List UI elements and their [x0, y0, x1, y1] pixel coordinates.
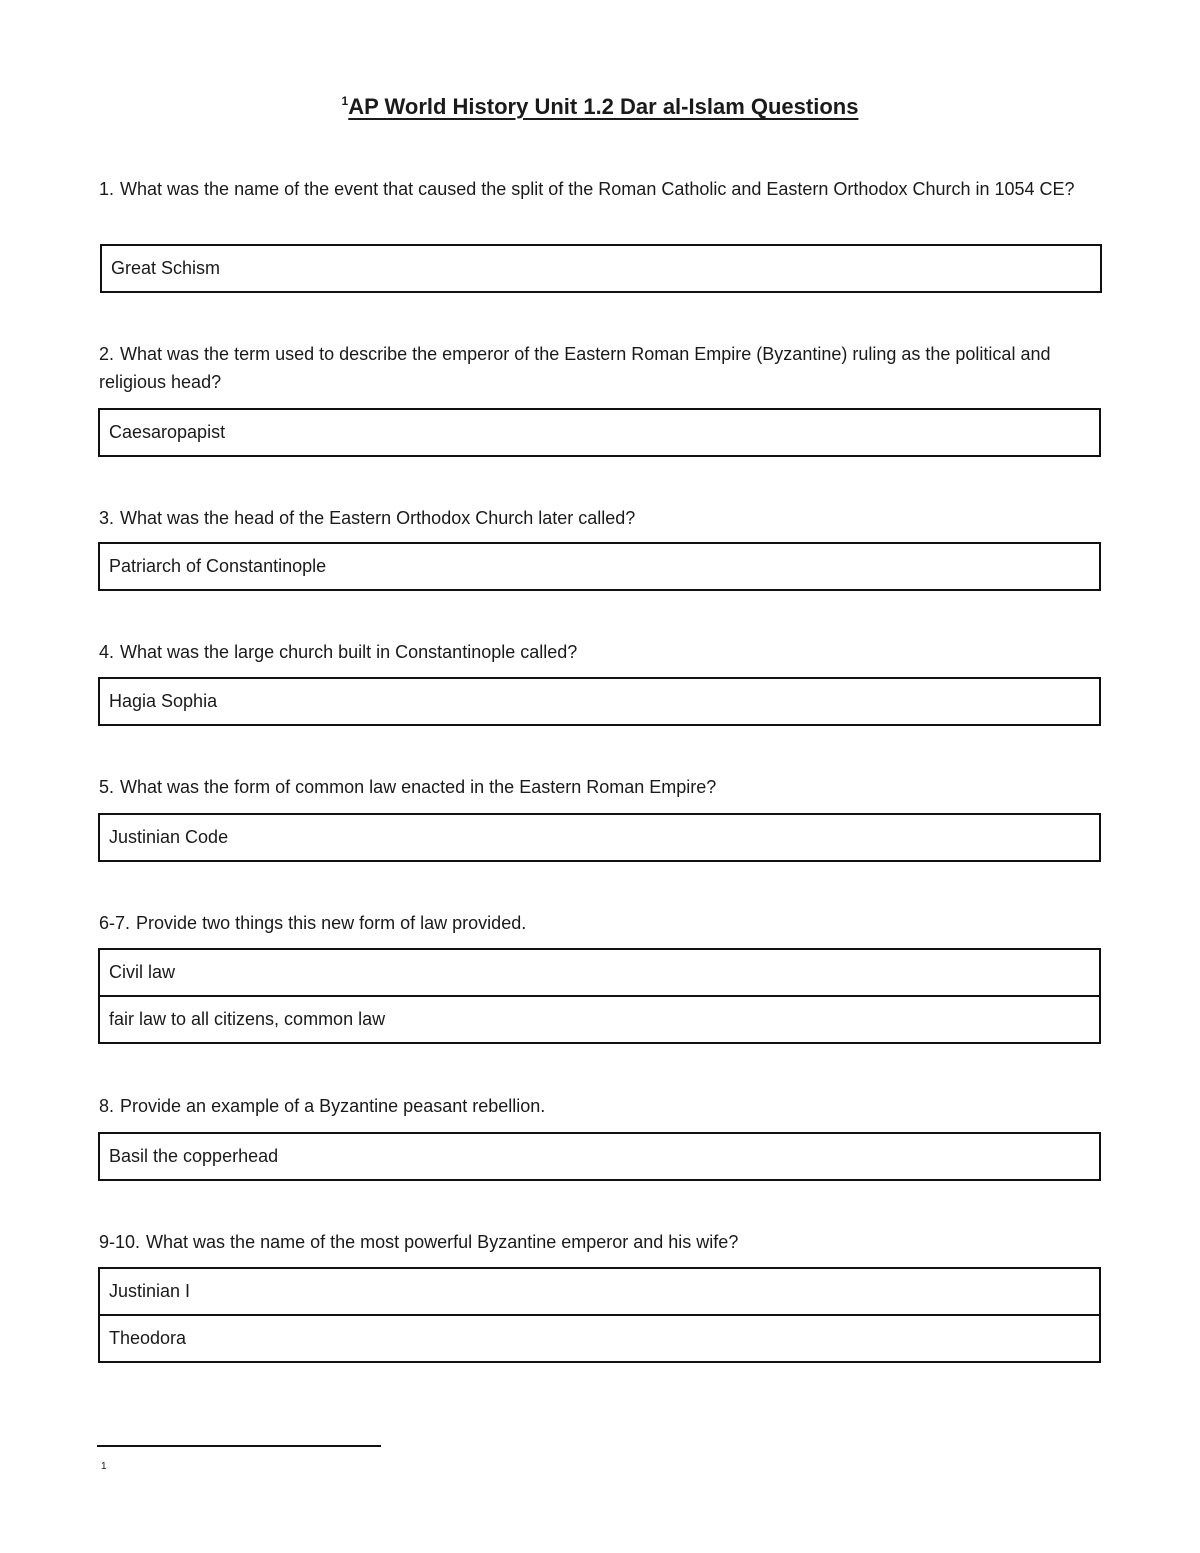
answer-field[interactable]: Theodora	[100, 1314, 1099, 1361]
footnote-divider	[97, 1445, 381, 1447]
question-number: 5.	[99, 777, 115, 797]
answer-box-6-7	[98, 948, 1101, 1044]
question-5	[99, 773, 1099, 801]
question-6-7	[99, 909, 1099, 937]
answer-field[interactable]: Civil law	[109, 962, 176, 982]
question-text: What was the form of common law enacted in the Eastern Roman Empire?	[120, 777, 717, 797]
question-number: 8.	[99, 1096, 115, 1116]
question-number: 6-7.	[99, 913, 131, 933]
answer-box-2	[98, 408, 1101, 457]
question-8	[99, 1092, 1099, 1120]
question-3	[99, 504, 1099, 532]
question-text: What was the head of the Eastern Orthodox Church later called?	[120, 508, 636, 528]
answer-box-4	[98, 677, 1101, 726]
question-text: Provide two things this new form of law provided.	[136, 913, 527, 933]
answer-field[interactable]: Justinian I	[109, 1281, 191, 1301]
answer-box-9-10	[98, 1267, 1101, 1363]
answer-field[interactable]: fair law to all citizens, common law	[100, 995, 1099, 1042]
answer-box-8	[98, 1132, 1101, 1181]
question-text: What was the name of the event that caused the split of the Roman Catholic and Eastern Orthodox Church in 1054 CE?	[120, 179, 1075, 199]
answer-field[interactable]: Justinian Code	[109, 827, 229, 847]
footnote-mark: 1	[101, 1461, 107, 1472]
question-number: 4.	[99, 642, 115, 662]
question-number: 9-10.	[99, 1232, 141, 1252]
question-number: 1.	[99, 179, 115, 199]
question-text: What was the term used to describe the emperor of the Eastern Roman Empire (Byzantine) ruling as the political and religious head?	[99, 344, 1051, 392]
answer-field[interactable]: Hagia Sophia	[109, 691, 218, 711]
answer-field[interactable]: Caesaropapist	[109, 422, 226, 442]
question-number: 2.	[99, 344, 115, 364]
answer-box-5	[98, 813, 1101, 862]
footnote-ref: 1	[341, 94, 349, 108]
question-4	[99, 638, 1099, 666]
answer-field[interactable]: Basil the copperhead	[109, 1146, 279, 1166]
title-text: AP World History Unit 1.2 Dar al-Islam Questions	[348, 94, 859, 119]
question-text: Provide an example of a Byzantine peasant rebellion.	[120, 1096, 546, 1116]
answer-box-1	[100, 244, 1102, 293]
question-number: 3.	[99, 508, 115, 528]
question-text: What was the large church built in Constantinople called?	[120, 642, 578, 662]
answer-field[interactable]: Patriarch of Constantinople	[109, 556, 327, 576]
answer-box-3	[98, 542, 1101, 591]
question-text: What was the name of the most powerful Byzantine emperor and his wife?	[146, 1232, 739, 1252]
question-2	[99, 340, 1099, 396]
question-9-10	[99, 1228, 1099, 1256]
page-title	[0, 86, 1200, 122]
question-1	[99, 175, 1099, 203]
answer-field[interactable]: Great Schism	[111, 258, 221, 278]
